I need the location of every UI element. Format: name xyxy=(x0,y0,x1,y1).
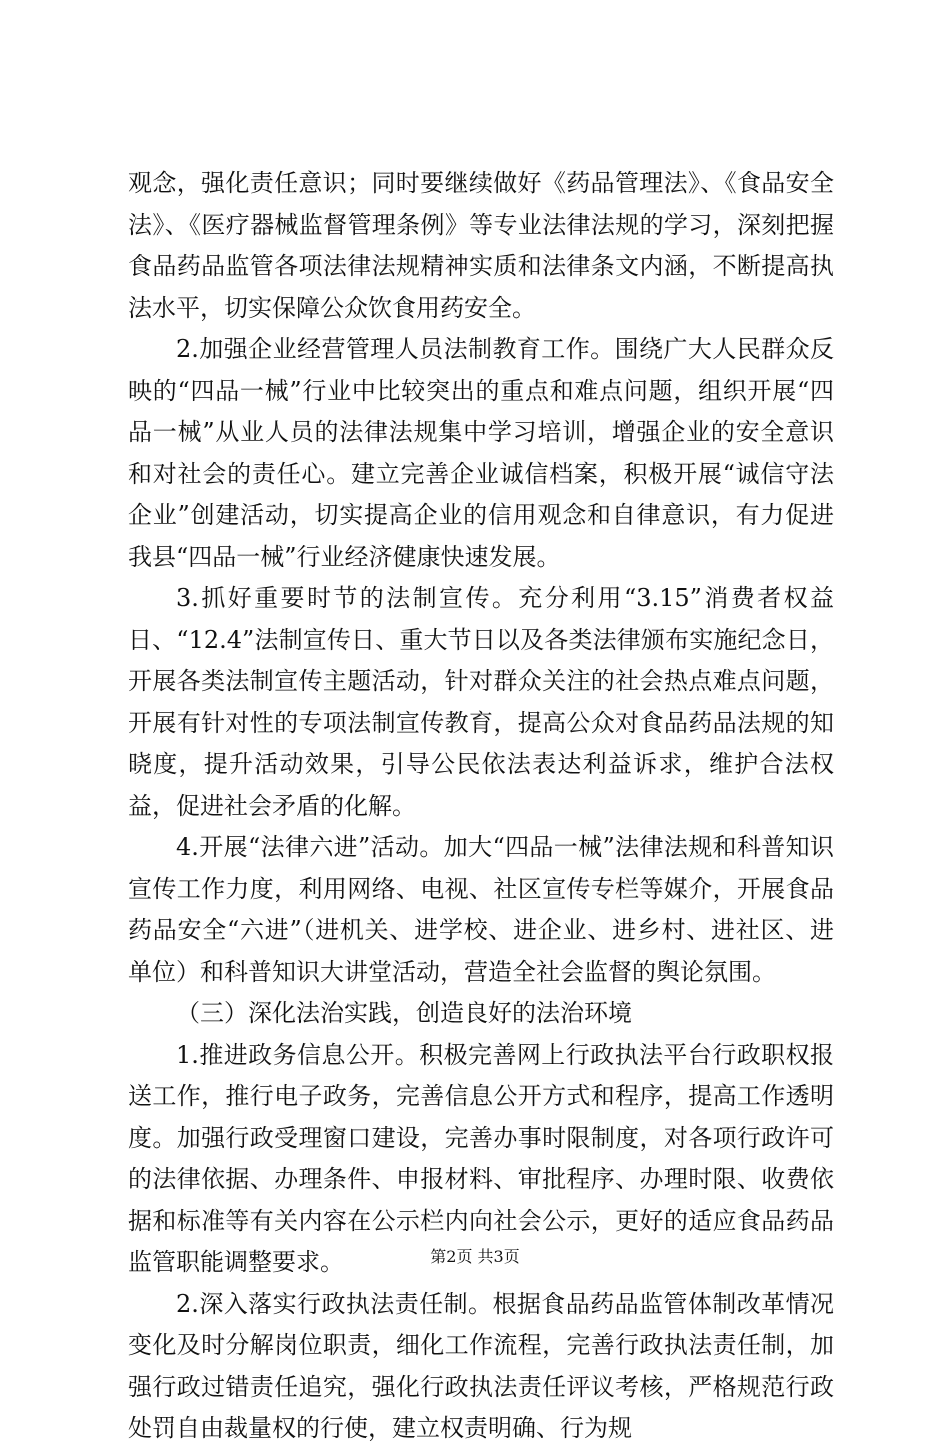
section-heading: （三）深化法治实践，创造良好的法治环境 xyxy=(176,999,632,1027)
paragraph-section3-item-2: 2.深入落实行政执法责任制。根据食品药品监管体制改革情况变化及时分解岗位职责，细化工作流程，完善行政执法责任制，加强行政过错责任追究，强化行政执法责任评议考核，严格规范行政处罚自由裁量权的行使，建立权责明确、行为规 xyxy=(128,1289,834,1442)
page-footer: 第2页 共3页 xyxy=(430,1247,520,1266)
paragraph-continuation: 观念，强化责任意识；同时要继续做好《药品管理法》、《食品安全法》、《医疗器械监督管理条例》等专业法律法规的学习，深刻把握食品药品监管各项法律法规精神实质和法律条文内涵，不断提高执法水平，切实保障公众饮食用药安全。 xyxy=(128,169,834,322)
paragraph-item-2: 2.加强企业经营管理人员法制教育工作。围绕广大人民群众反映的“四品一械”行业中比较突出的重点和难点问题，组织开展“四品一械”从业人员的法律法规集中学习培训，增强企业的安全意识和对社会的责任心。建立完善企业诚信档案，积极开展“诚信守法企业”创建活动，切实提高企业的信用观念和自律意识，有力促进我县“四品一械”行业经济健康快速发展。 xyxy=(128,335,834,571)
paragraph-section3-item-1: 1.推进政务信息公开。积极完善网上行政执法平台行政职权报送工作，推行电子政务，完善信息公开方式和程序，提高工作透明度。加强行政受理窗口建设，完善办事时限制度，对各项行政许可的法律依据、办理条件、申报材料、审批程序、办理时限、收费依据和标准等有关内容在公示栏内向社会公示，更好的适应食品药品监管职能调整要求。 xyxy=(128,1040,834,1276)
paragraph-item-3: 3.抓好重要时节的法制宣传。充分利用“3.15”消费者权益日、“12.4”法制宣传日、重大节日以及各类法律颁布实施纪念日，开展各类法制宣传主题活动，针对群众关注的社会热点难点问题，开展有针对性的专项法制宣传教育，提高公众对食品药品法规的知晓度，提升活动效果，引导公民依法表达利益诉求，维护合法权益，促进社会矛盾的化解。 xyxy=(128,584,834,820)
paragraph-item-4: 4.开展“法律六进”活动。加大“四品一械”法律法规和科普知识宣传工作力度，利用网络、电视、社区宣传专栏等媒介，开展食品药品安全“六进”（进机关、进学校、进企业、进乡村、进社区、进单位）和科普知识大讲堂活动，营造全社会监督的舆论氛围。 xyxy=(128,833,834,986)
